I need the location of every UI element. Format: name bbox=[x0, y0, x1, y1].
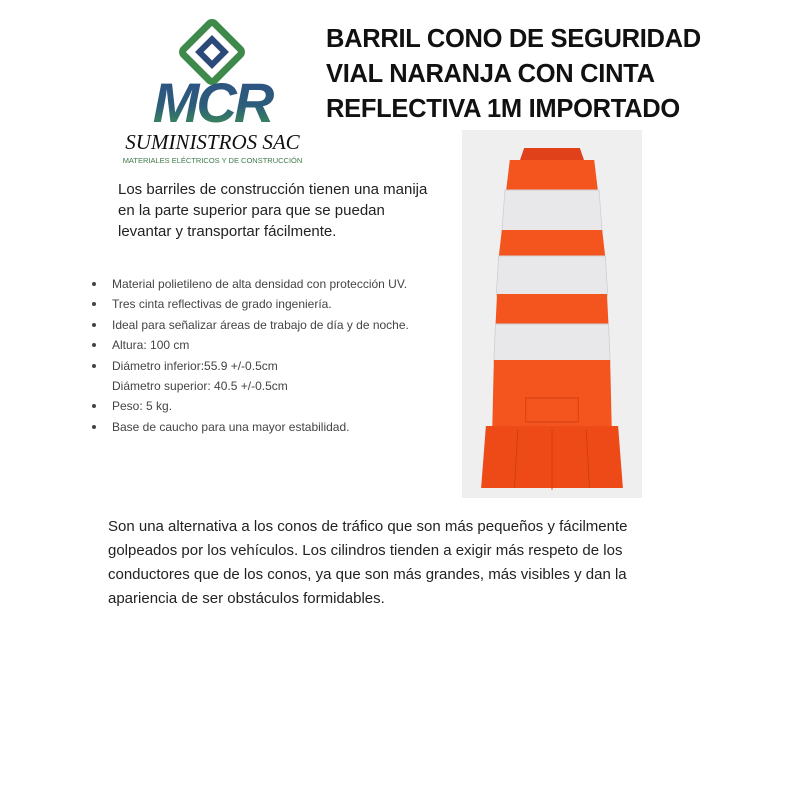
bullet-icon bbox=[92, 323, 96, 327]
feature-text: Tres cinta reflectivas de grado ingeniería. bbox=[112, 297, 332, 312]
list-item bbox=[90, 396, 450, 416]
svg-text:MCR: MCR bbox=[152, 71, 272, 128]
company-logo bbox=[105, 12, 320, 172]
bullet-icon bbox=[92, 404, 96, 408]
feature-text: Base de caucho para una mayor estabilidad. bbox=[112, 419, 350, 434]
company-name: SUMINISTROS SAC bbox=[125, 130, 300, 154]
title-line: VIAL NARANJA CON CINTA bbox=[326, 60, 655, 88]
feature-list bbox=[90, 274, 450, 437]
title-line: REFLECTIVA 1M IMPORTADO bbox=[326, 95, 680, 123]
company-tagline: MATERIALES ELÉCTRICOS Y DE CONSTRUCCIÓN bbox=[122, 156, 303, 165]
intro-paragraph: Los barriles de construcción tienen una manija en la parte superior para que se puedan levantar y transportar fácilmente. bbox=[118, 181, 428, 240]
list-item bbox=[90, 294, 450, 314]
feature-text: Peso: 5 kg. bbox=[112, 399, 173, 414]
feature-text: Altura: 100 cm bbox=[112, 338, 190, 353]
bullet-icon bbox=[92, 343, 96, 347]
list-item bbox=[90, 315, 450, 335]
closing-paragraph: Son una alternativa a los conos de tráfico que son más pequeños y fácilmente golpeados por los vehículos. Los cilindros tienden a exigir más respeto de los conductores que de los conos, ya que son más grandes, más visibles y dan la apariencia de ser obstáculos formidables. bbox=[108, 518, 628, 607]
list-item bbox=[90, 417, 450, 437]
feature-text: Material polietileno de alta densidad con protección UV. bbox=[112, 277, 408, 291]
logo-graphic bbox=[105, 12, 320, 128]
bullet-icon bbox=[92, 302, 96, 306]
feature-text: Diámetro superior: 40.5 +/-0.5cm bbox=[112, 379, 288, 394]
bullet-icon bbox=[92, 282, 96, 286]
list-item bbox=[90, 335, 450, 355]
list-item bbox=[90, 274, 450, 294]
feature-text: Ideal para señalizar áreas de trabajo de día y de noche. bbox=[112, 317, 409, 332]
bullet-icon bbox=[92, 425, 96, 429]
bullet-icon bbox=[92, 364, 96, 368]
product-title bbox=[326, 22, 726, 127]
list-item bbox=[90, 356, 450, 397]
title-line: BARRIL CONO DE SEGURIDAD bbox=[326, 25, 701, 53]
barrel-photo bbox=[462, 130, 642, 498]
feature-text: Diámetro inferior:55.9 +/-0.5cm bbox=[112, 358, 278, 373]
